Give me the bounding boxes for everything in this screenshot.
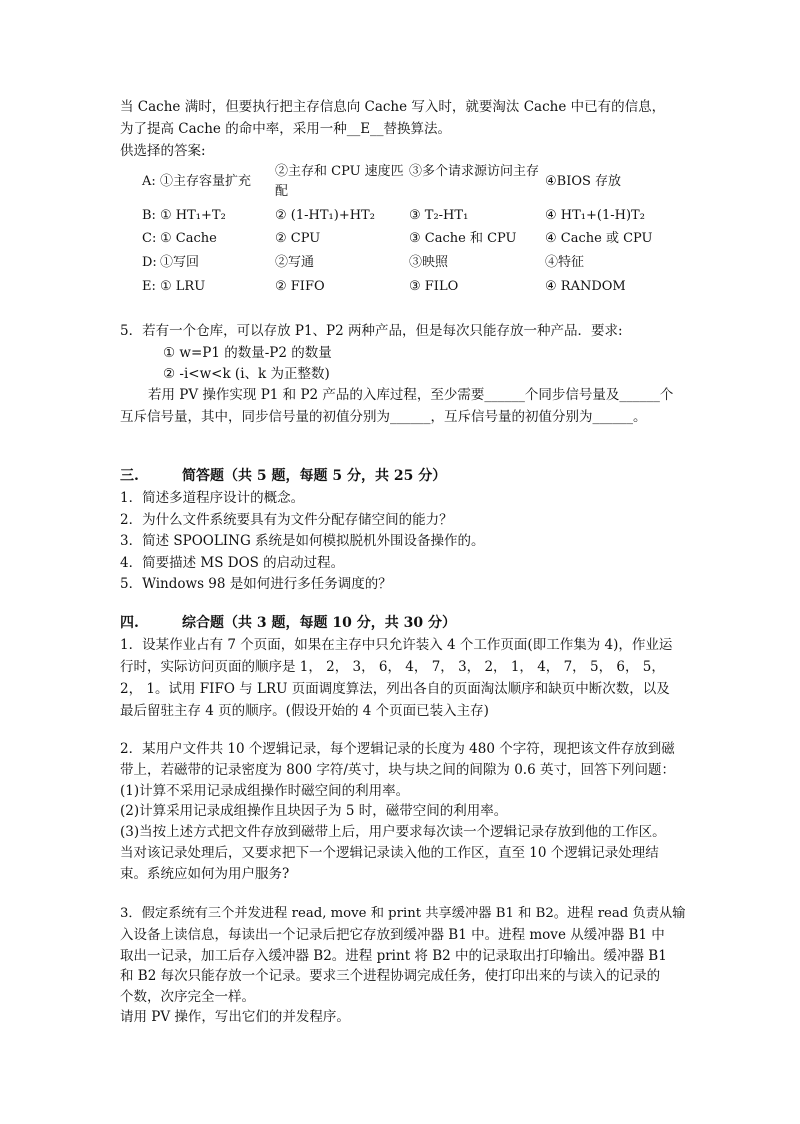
option-cell: ①写回 — [160, 255, 200, 270]
option-cell: ②主存和 CPU 速度匹配 — [275, 164, 404, 199]
answers-label: 供选择的答案: — [120, 143, 206, 159]
section-3-item: 4．简要描述 MS DOS 的启动过程。 — [120, 555, 345, 571]
section-4-p2-line: (1)计算不采用记录成组操作时磁空间的利用率。 — [120, 783, 410, 799]
section-3-item: 2．为什么文件系统要具有为文件分配存储空间的能力？ — [120, 512, 453, 528]
q5-condition-1: ① w=P1 的数量-P2 的数量 — [163, 345, 332, 361]
section-4-p3-line: 个数，次序完全一样。 — [120, 989, 255, 1005]
option-cell: ②写通 — [275, 255, 315, 270]
section-4-p3-line: 和 B2 每次只能存放一个记录。要求三个进程协调完成任务，使打印出来的与读入的记录的 — [120, 968, 661, 984]
section-4-p3-line: 请用 PV 操作，写出它们的并发程序。 — [120, 1009, 350, 1025]
option-cell: ①主存容量扩充 — [160, 174, 252, 189]
section-3-item: 1．简述多道程序设计的概念。 — [120, 490, 305, 506]
section-4-p1-line: 1．设某作业占有 7 个页面，如果在主存中只允许装入 4 个工作页面(即工作集为 4)，作业运 — [120, 637, 673, 653]
option-cell: ① HT₁+T₂ — [160, 208, 226, 223]
option-label: A: — [142, 174, 156, 189]
section-3-item: 3．简述 SPOOLING 系统是如何模拟脱机外围设备操作的。 — [120, 533, 485, 549]
option-cell: ② CPU — [275, 231, 321, 246]
option-cell: ③映照 — [409, 255, 449, 270]
option-cell: ① Cache — [160, 231, 217, 246]
option-cell: ③ T₂-HT₁ — [409, 208, 469, 223]
option-cell: ④BIOS 存放 — [545, 174, 622, 189]
section-4-p2-line: 当对该记录处理后，又要求把下一个逻辑记录读入他的工作区，直至 10 个逻辑记录处理结 — [120, 845, 659, 861]
section-4-p2-line: 带上，若磁带的记录密度为 800 字符/英寸，块与块之间的间隙为 0.6 英寸，回答下列问题： — [120, 762, 675, 778]
option-cell: ③ Cache 和 CPU — [409, 231, 517, 246]
option-label: E: — [142, 279, 156, 294]
cache-question-line-2: 为了提高 Cache 的命中率，采用一种__E__替换算法。 — [120, 121, 452, 137]
section-4-title: 综合题（共 3 题，每题 10 分，共 30 分） — [182, 615, 456, 631]
section-4-p2-line: 2．某用户文件共 10 个逻辑记录，每个逻辑记录的长度为 480 个字符，现把该文件存放到磁 — [120, 741, 675, 757]
option-label: B: — [142, 208, 156, 223]
q5-line-2: 若用 PV 操作实现 P1 和 P2 产品的入库过程，至少需要______个同步信号量及______个 — [148, 387, 674, 403]
option-cell: ④ HT₁+(1-H)T₂ — [545, 208, 645, 223]
section-3-heading — [120, 466, 446, 486]
section-4-p2-line: 束。系统应如何为用户服务? — [120, 866, 290, 882]
option-cell: ③多个请求源访问主存 — [409, 164, 540, 179]
section-3-title: 简答题（共 5 题，每题 5 分，共 25 分） — [182, 468, 447, 484]
q5-line-3: 互斥信号量，其中，同步信号量的初值分别为______，互斥信号量的初值分别为______。 — [120, 409, 647, 425]
option-cell: ④ Cache 或 CPU — [545, 231, 653, 246]
option-label: C: — [142, 231, 157, 246]
section-4-p2-line: (3)当按上述方式把文件存放到磁带上后，用户要求每次读一个逻辑记录存放到他的工作区。 — [120, 824, 666, 840]
section-4-number: 四. — [120, 615, 139, 631]
option-cell: ③ FILO — [409, 279, 459, 294]
option-cell: ② (1-HT₁)+HT₂ — [275, 208, 375, 223]
section-4-p3-line: 取出一记录，加工后存入缓冲器 B2。进程 print 将 B2 中的记录取出打印输出。缓冲器 B1 — [120, 948, 667, 964]
section-3-number: 三. — [120, 468, 139, 484]
option-cell: ① LRU — [160, 279, 206, 294]
q5-condition-2: ② -i<w<k (i、k 为正整数) — [163, 366, 330, 382]
section-4-p3-line: 3．假定系统有三个并发进程 read, move 和 print 共享缓冲器 B1 和 B2。进程 read 负责从输 — [120, 906, 686, 921]
section-4-p3-line: 入设备上读信息，每读出一个记录后把它存放到缓冲器 B1 中。进程 move 从缓冲器 B1 中 — [120, 927, 665, 943]
section-4-p1-line: 行时，实际访问页面的顺序是 1， 2， 3， 6， 4， 7， 3， 2， 1， 4， 7， 5， 6， 5， — [120, 659, 665, 675]
option-cell: ② FIFO — [275, 279, 325, 294]
section-4-p2-line: (2)计算采用记录成组操作且块因子为 5 时，磁带空间的利用率。 — [120, 803, 508, 819]
option-cell: ④ RANDOM — [545, 279, 626, 294]
section-4-heading — [120, 613, 456, 633]
section-4-p1-line: 最后留驻主存 4 页的顺序。(假设开始的 4 个页面已装入主存) — [120, 703, 489, 719]
option-label: D: — [142, 255, 157, 270]
section-3-item: 5．Windows 98 是如何进行多任务调度的？ — [120, 576, 392, 592]
option-cell: ④特征 — [545, 255, 585, 270]
q5-line-1: 5．若有一个仓库，可以存放 P1、P2 两种产品，但是每次只能存放一种产品．要求: — [120, 323, 623, 339]
cache-question-line-1: 当 Cache 满时，但要执行把主存信息向 Cache 写入时，就要淘汰 Cache 中已有的信息， — [120, 99, 666, 115]
section-4-p1-line: 2， 1。试用 FIFO 与 LRU 页面调度算法，列出各自的页面淘汰顺序和缺页中断次数，以及 — [120, 681, 670, 697]
